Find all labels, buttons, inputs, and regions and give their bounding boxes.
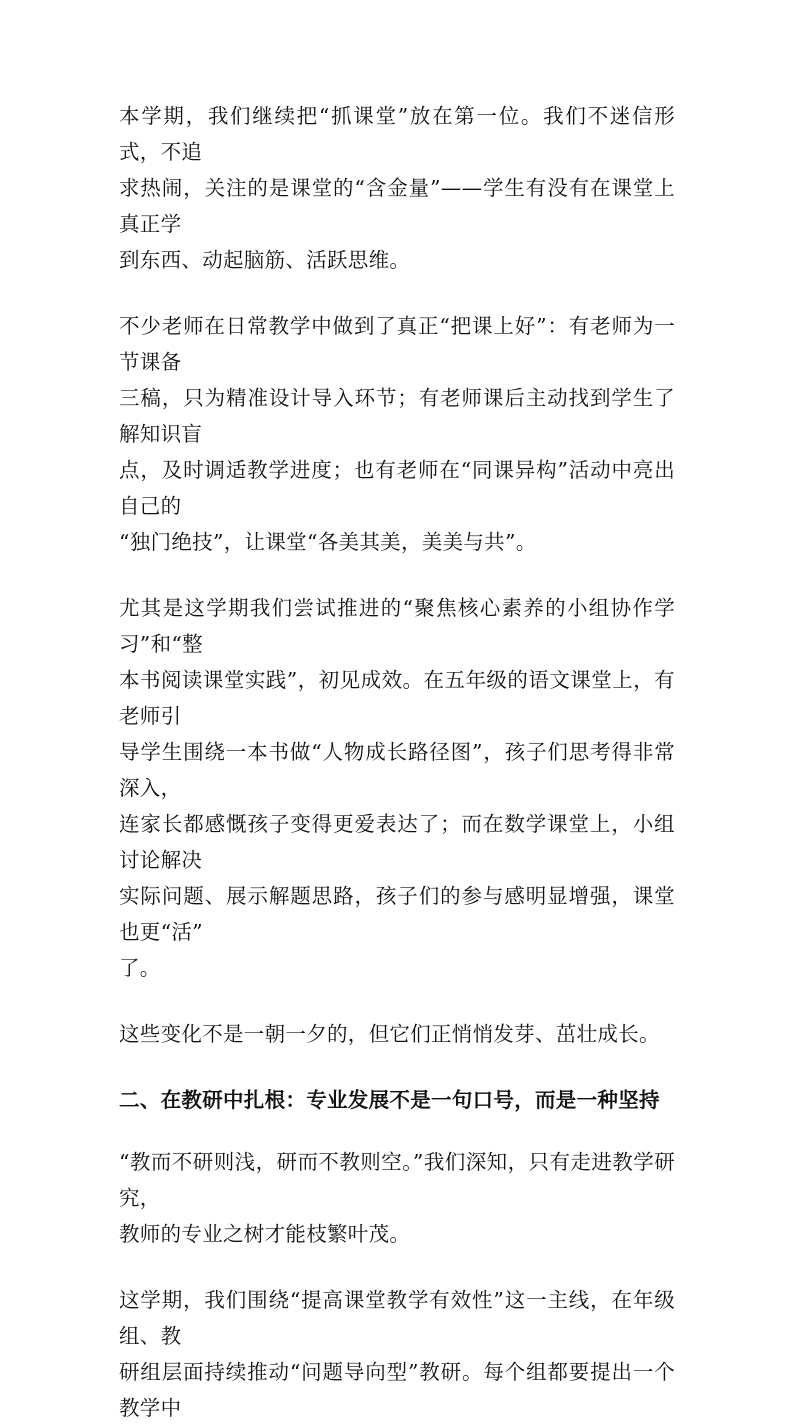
text-line: 到东西、动起脑筋、活跃思维。	[119, 248, 411, 272]
text-line: 尤其是这学期我们尝试推进的“聚焦核心素养的小组协作学习”和“整	[119, 596, 675, 656]
text-line: 本书阅读课堂实践”，初见成效。在五年级的语文课堂上，有老师引	[119, 668, 675, 728]
paragraph-6	[119, 1282, 675, 1426]
text-line: 本学期，我们继续把“抓课堂”放在第一位。我们不迷信形式，不追	[119, 104, 675, 164]
text-line: 点，及时调适教学进度；也有老师在“同课异构”活动中亮出自己的	[119, 458, 675, 518]
text-line: 这些变化不是一朝一夕的，但它们正悄悄发芽、茁壮成长。	[119, 1022, 660, 1046]
paragraph-3	[119, 590, 675, 986]
paragraph-4	[119, 1016, 675, 1052]
text-line: “教而不研则浅，研而不教则空。”我们深知，只有走进教学研究，	[119, 1150, 675, 1210]
text-line: 这学期，我们围绕“提高课堂教学有效性”这一主线，在年级组、教	[119, 1288, 675, 1348]
text-line: 研组层面持续推动“问题导向型”教研。每个组都要提出一个教学中	[119, 1360, 675, 1420]
paragraph-5	[119, 1144, 675, 1252]
document-body	[119, 98, 675, 1426]
text-line: 实际问题、展示解题思路，孩子们的参与感明显增强，课堂也更“活”	[119, 884, 675, 944]
paragraph-1	[119, 98, 675, 278]
text-line: 教师的专业之树才能枝繁叶茂。	[119, 1222, 411, 1246]
section-heading: 二、在教研中扎根：专业发展不是一句口号，而是一种坚持	[119, 1088, 660, 1112]
text-line: 了。	[119, 956, 161, 980]
text-line: 连家长都感慨孩子变得更爱表达了；而在数学课堂上，小组讨论解决	[119, 812, 675, 872]
text-line: “独门绝技”，让课堂“各美其美，美美与共”。	[119, 530, 537, 554]
text-line: 三稿，只为精准设计导入环节；有老师课后主动找到学生了解知识盲	[119, 386, 675, 446]
text-line: 不少老师在日常教学中做到了真正“把课上好”：有老师为一节课备	[119, 314, 675, 374]
text-line: 求热闹，关注的是课堂的“含金量”——学生有没有在课堂上真正学	[119, 176, 675, 236]
text-line: 导学生围绕一本书做“人物成长路径图”，孩子们思考得非常深入，	[119, 740, 675, 800]
paragraph-2	[119, 308, 675, 560]
